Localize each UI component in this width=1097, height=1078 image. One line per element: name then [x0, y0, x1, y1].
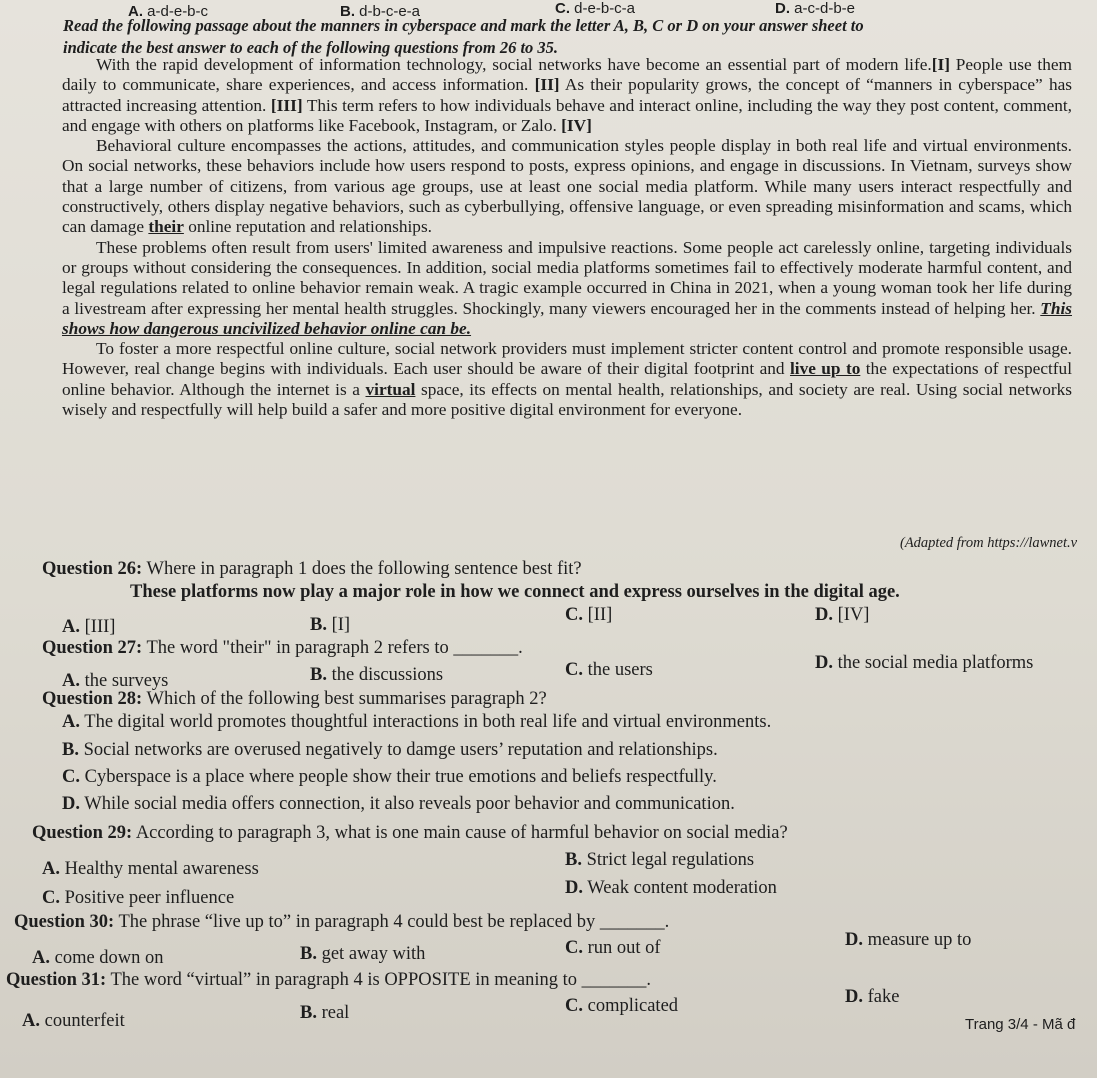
option-text: run out of: [583, 938, 661, 958]
option-letter: C.: [42, 888, 60, 908]
option-letter: D.: [845, 930, 863, 950]
option-letter: D.: [62, 794, 80, 814]
p1-text-4: This term refers to how individuals behave and interact online, including the way they post content, comment, and engage with others on platforms like Facebook, Instagram, or Zalo.: [62, 95, 1073, 135]
p2-text-2: online reputation and relationships.: [183, 217, 432, 237]
paragraph-1: [62, 55, 1072, 136]
q28-option-c[interactable]: [62, 767, 717, 788]
source-citation: (Adapted from https://lawnet.v: [900, 535, 1078, 551]
q26-option-c[interactable]: [565, 605, 612, 626]
answer-blank: _______: [581, 970, 647, 990]
option-text: Strict legal regulations: [581, 850, 755, 870]
option-text: counterfeit: [40, 1011, 125, 1031]
punctuation: .: [664, 912, 670, 932]
q26-option-b[interactable]: [310, 615, 350, 636]
option-text: While social media offers connection, it also reveals poor behavior and communication.: [80, 794, 735, 814]
q30-option-a[interactable]: [32, 948, 164, 969]
answer-blank: _______: [453, 638, 519, 658]
question-text: Which of the following best summarises paragraph 2?: [142, 689, 547, 709]
option-letter: C.: [565, 605, 583, 625]
question-29: [32, 823, 788, 844]
option-letter: D.: [775, 0, 790, 17]
option-letter: A.: [42, 859, 60, 879]
marker-II: [II]: [534, 75, 560, 95]
question-label: Question 30:: [14, 912, 115, 932]
q26-sentence: These platforms now play a major role in how we connect and express ourselves in the digital age.: [130, 582, 900, 602]
option-letter: C.: [555, 0, 570, 17]
option-letter: B.: [565, 850, 582, 870]
word-their: their: [148, 217, 184, 237]
question-text: The word “virtual” in paragraph 4 is OPPOSITE in meaning to: [106, 970, 582, 990]
option-letter: A.: [22, 1011, 40, 1031]
punctuation: .: [646, 970, 652, 990]
option-text: the surveys: [80, 671, 169, 691]
option-letter: D.: [845, 987, 863, 1007]
option-letter: B.: [62, 740, 79, 760]
q31-option-d[interactable]: [845, 987, 899, 1008]
phrase-live-up-to: live up to: [789, 359, 861, 379]
p3-text-1: These problems often result from users' limited awareness and impulsive reactions. Some people act carelessly online, targeting individuals or groups without considering the consequences. In addition, social media platforms sometimes fail to effectively moderate harmful content, and legal regulations related to online behavior remain weak. A tragic example occurred in China in 2021, when a young woman took her life during a livestream after expressing her mental health struggles. Shockingly, many viewers encouraged her in the comments instead of helping her.: [62, 237, 1072, 318]
p2-text-1: Behavioral culture encompasses the actions, attitudes, and communication styles people display in both real life and virtual environments. On social networks, these behaviors include how users respond to posts, express opinions, and engage in discussions. In Vietnam, surveys show that a large number of citizens, from various age groups, use at least one social media platform. While many users interact respectfully and constructively, others display negative behaviors, such as cyberbullying, offensive language, or even spreading misinformation and scams, which can damage: [62, 136, 1072, 237]
question-30: [14, 912, 669, 933]
q30-option-d[interactable]: [845, 930, 971, 951]
question-text: Where in paragraph 1 does the following sentence best fit?: [142, 559, 582, 579]
option-letter: B.: [310, 665, 327, 685]
option-letter: D.: [815, 653, 833, 673]
q29-option-d[interactable]: [565, 878, 777, 899]
option-letter: D.: [565, 878, 583, 898]
question-label: Question 27:: [42, 638, 143, 658]
option-text: a-c-d-b-e: [794, 0, 856, 17]
q28-option-b[interactable]: [62, 740, 718, 761]
q31-option-b[interactable]: [300, 1003, 349, 1024]
option-letter: B.: [310, 615, 327, 635]
question-27: [42, 638, 523, 659]
punctuation: .: [518, 638, 523, 658]
option-letter: B.: [300, 944, 317, 964]
option-text: [II]: [583, 605, 613, 625]
question-28: [42, 689, 547, 710]
answer-blank: _______: [599, 912, 665, 932]
option-letter: A.: [62, 712, 80, 732]
option-text: a-d-e-b-c: [147, 3, 209, 20]
option-text: real: [316, 1003, 350, 1023]
option-letter: C.: [565, 660, 583, 680]
marker-III: [III]: [270, 95, 303, 115]
option-text: Healthy mental awareness: [60, 859, 259, 879]
option-letter: C.: [565, 996, 583, 1016]
option-letter: A.: [62, 671, 80, 691]
q27-option-d[interactable]: [815, 653, 1033, 674]
option-text: Positive peer influence: [60, 888, 235, 908]
p1-text-1: With the rapid development of information technology, social networks have become an essential part of modern life.: [96, 55, 932, 74]
p1-text-2: People use them daily to communicate, share experiences, and access information.: [62, 55, 1072, 95]
instruction-line-2: indicate the best answer to each of the following questions from 26 to 35.: [63, 38, 559, 57]
q31-option-c[interactable]: [565, 996, 678, 1017]
instruction-line-1: Read the following passage about the manners in cyberspace and mark the letter A, B, C or D on your answer sheet to: [63, 16, 864, 35]
option-letter: A.: [62, 617, 80, 637]
q27-option-b[interactable]: [310, 665, 443, 686]
q30-option-c[interactable]: [565, 938, 661, 959]
option-text: the discussions: [326, 665, 444, 685]
option-text: d-b-c-e-a: [359, 3, 421, 20]
option-text: the users: [583, 660, 653, 680]
option-letter: A.: [32, 948, 50, 968]
p4-text-1: To foster a more respectful online culture, social network providers must implement stricter content control and promote responsible usage. However, real change begins with individuals. Each user should be aware of their digital footprint and: [62, 339, 1072, 379]
question-label: Question 31:: [6, 970, 107, 990]
marker-I: [I]: [931, 55, 950, 74]
q31-option-a[interactable]: [22, 1011, 125, 1032]
option-text: fake: [863, 987, 900, 1007]
option-text: the social media platforms: [833, 653, 1034, 673]
paragraph-2: [62, 136, 1072, 237]
q30-option-b[interactable]: [300, 944, 425, 965]
q29-option-a[interactable]: [42, 859, 259, 880]
option-letter: A.: [128, 3, 143, 20]
question-text: The word "their" in paragraph 2 refers to: [142, 638, 454, 658]
question-label: Question 28:: [42, 689, 143, 709]
option-text: d-e-b-c-a: [574, 0, 636, 17]
option-text: Weak content moderation: [583, 878, 777, 898]
question-label: Question 26:: [42, 559, 143, 579]
highlighted-sentence: This shows how dangerous uncivilized behavior online can be.: [62, 298, 1072, 338]
option-text: measure up to: [863, 930, 972, 950]
paragraph-4: [62, 339, 1072, 420]
option-text: [I]: [326, 615, 351, 635]
q26-option-a[interactable]: [62, 617, 115, 638]
marker-IV: [IV]: [561, 115, 592, 135]
p4-text-3: space, its effects on mental health, relationships, and society are real. Using social networks wisely and respectfully will help build a safer and more positive digital environment for everyone.: [62, 379, 1072, 420]
paragraph-3: [62, 238, 1072, 339]
option-text: come down on: [50, 948, 164, 968]
question-text: The phrase “live up to” in paragraph 4 could best be replaced by: [114, 912, 600, 932]
question-text: According to paragraph 3, what is one main cause of harmful behavior on social media?: [132, 823, 788, 843]
reading-passage: [62, 55, 1072, 420]
option-letter: C.: [62, 767, 80, 787]
option-letter: D.: [815, 605, 833, 625]
question-label: Question 29:: [32, 823, 133, 843]
option-text: Cyberspace is a place where people show their true emotions and beliefs respectfully.: [80, 767, 717, 787]
option-text: The digital world promotes thoughtful interactions in both real life and virtual environments.: [80, 712, 772, 732]
p4-text-2: the expectations of respectful online behavior. Although the internet is a: [62, 359, 1073, 399]
q28-option-a[interactable]: [62, 712, 771, 733]
option-text: [IV]: [833, 605, 870, 625]
option-text: [III]: [80, 617, 116, 637]
q26-option-d[interactable]: [815, 605, 869, 626]
word-virtual: virtual: [365, 379, 416, 399]
q29-option-c[interactable]: [42, 888, 234, 909]
option-letter: C.: [565, 938, 583, 958]
question-26: [42, 559, 582, 580]
option-text: get away with: [316, 944, 426, 964]
q28-option-d[interactable]: [62, 794, 735, 815]
question-31: [6, 970, 651, 991]
option-letter: B.: [300, 1003, 317, 1023]
q29-option-b[interactable]: [565, 850, 754, 871]
option-text: Social networks are overused negatively to damge users’ reputation and relationships.: [78, 740, 718, 760]
page-footer: Trang 3/4 - Mã đ: [965, 1016, 1076, 1033]
p1-text-3: As their popularity grows, the concept of “manners in cyberspace” has attracted increasing attention.: [62, 75, 1072, 115]
q27-option-c[interactable]: [565, 660, 653, 681]
option-letter: B.: [340, 3, 355, 20]
option-text: complicated: [583, 996, 679, 1016]
